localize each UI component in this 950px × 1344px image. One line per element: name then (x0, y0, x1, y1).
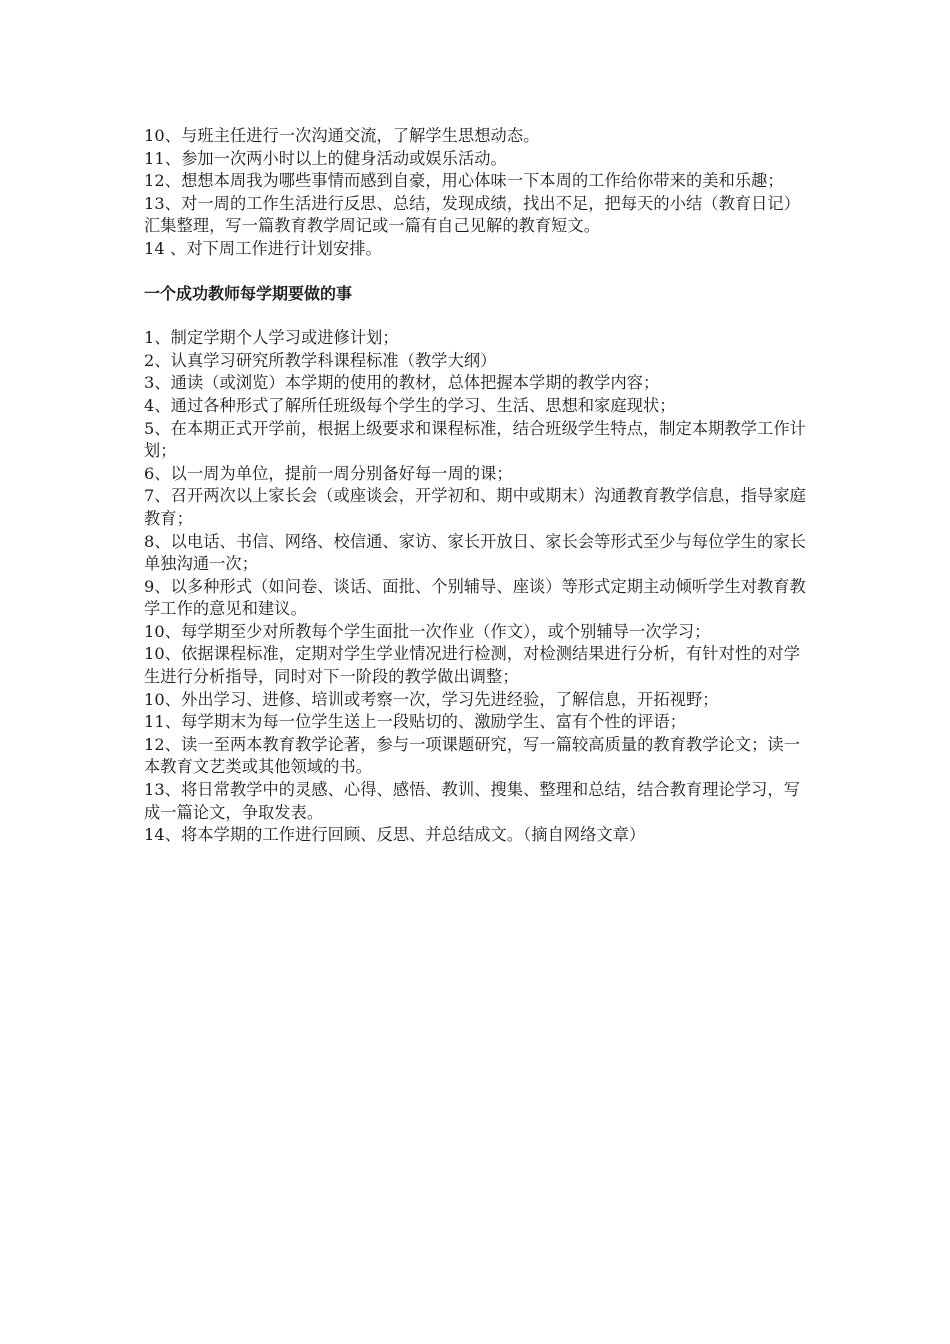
semester-list (144, 327, 814, 847)
document-page (144, 125, 814, 847)
list-item: 11、参加一次两小时以上的健身活动或娱乐活动。 (144, 148, 507, 168)
list-item: 5、在本期正式开学前，根据上级要求和课程标准，结合班级学生特点，制定本期教学工作计划； (144, 418, 806, 461)
list-item: 10、依据课程标准，定期对学生学业情况进行检测，对检测结果进行分析，有针对性的对学生进行分析指导，同时对下一阶段的教学做出调整； (144, 644, 801, 687)
list-item: 2、认真学习研究所教学科课程标准（教学大纲） (144, 350, 497, 370)
list-item: 7、召开两次以上家长会（或座谈会，开学初和、期中或期末）沟通教育教学信息，指导家庭教育； (144, 486, 806, 528)
list-item: 10、外出学习、进修、培训或考察一次，学习先进经验，了解信息，开拓视野； (144, 689, 719, 709)
list-item: 12、读一至两本教育教学论著，参与一项课题研究，写一篇较高质量的教育教学论文；读一本教育文艺类或其他领域的书。 (144, 734, 801, 777)
list-item: 13、对一周的工作生活进行反思、总结，发现成绩，找出不足，把每天的小结（教育日记）汇集整理，写一篇教育教学周记或一篇有自己见解的教育短文。 (144, 193, 801, 236)
weekly-list (144, 125, 814, 261)
list-item: 10、与班主任进行一次沟通交流，了解学生思想动态。 (144, 126, 540, 145)
section-spacer (144, 305, 814, 327)
list-item: 14 、对下周工作进行计划安排。 (144, 238, 382, 258)
list-item: 11、每学期末为每一位学生送上一段贴切的、激励学生、富有个性的评语； (144, 712, 686, 732)
list-item: 8、以电话、书信、网络、校信通、家访、家长开放日、家长会等形式至少与每位学生的家长单独沟通一次； (144, 531, 806, 574)
list-item: 9、以多种形式（如问卷、谈话、面批、个别辅导、座谈）等形式定期主动倾听学生对教育教学工作的意见和建议。 (144, 576, 806, 619)
list-item: 3、通读（或浏览）本学期的使用的教材，总体把握本学期的教学内容； (144, 373, 660, 393)
list-item: 4、通过各种形式了解所任班级每个学生的学习、生活、思想和家庭现状； (144, 395, 676, 415)
list-item: 10、每学期至少对所教每个学生面批一次作业（作文），或个别辅导一次学习； (144, 621, 711, 641)
list-item: 1、制定学期个人学习或进修计划； (144, 328, 399, 348)
list-item: 6、以一周为单位，提前一周分别备好每一周的课； (144, 463, 513, 483)
list-item: 12、想想本周我为哪些事情而感到自豪，用心体味一下本周的工作给你带来的美和乐趣； (144, 171, 784, 191)
section-heading: 一个成功教师每学期要做的事 (144, 283, 353, 303)
list-item: 13、将日常教学中的灵感、心得、感悟、教训、搜集、整理和总结，结合教育理论学习，写成一篇论文，争取发表。 (144, 780, 801, 822)
list-item: 14、将本学期的工作进行回顾、反思、并总结成文。（摘自网络文章） (144, 825, 646, 845)
section-spacer (144, 261, 814, 283)
